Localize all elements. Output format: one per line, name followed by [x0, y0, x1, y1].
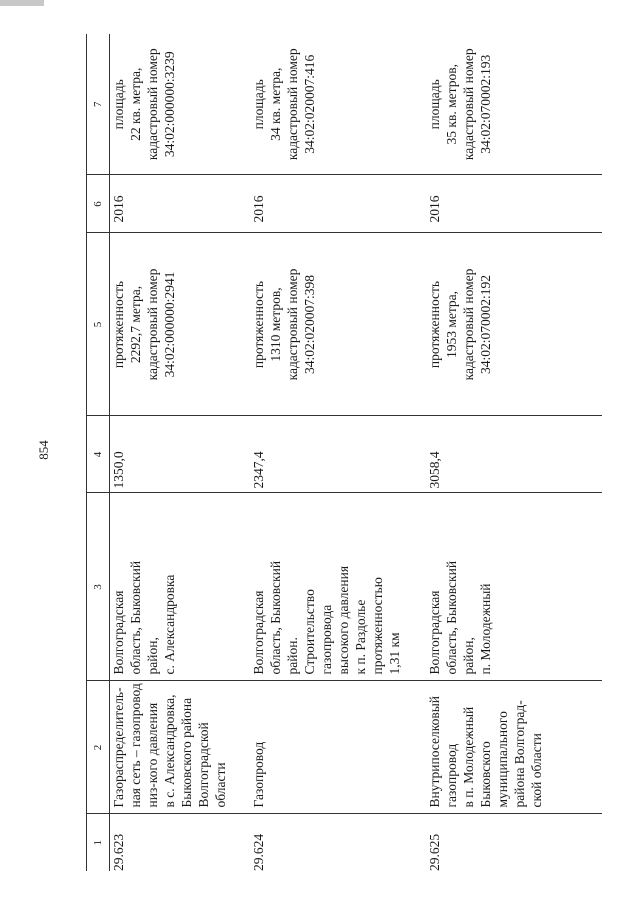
- location-cell-line: район,: [461, 637, 476, 675]
- object-name-cell-line: в с. Александровка,: [162, 694, 177, 808]
- column-header: 5: [87, 233, 110, 416]
- characteristics-cell-line: протяженность: [251, 280, 266, 369]
- location-cell-line: с. Александровка: [162, 574, 177, 675]
- value-cell: 3058,4: [426, 416, 602, 493]
- location-cell-line: область, Быковский: [444, 560, 459, 675]
- characteristics-cell-line: кадастровый номер: [461, 268, 476, 381]
- location-cell: [250, 493, 426, 681]
- table-body: [110, 34, 603, 871]
- characteristics-cell-line: кадастровый номер: [145, 268, 160, 381]
- location-cell-line: к п. Раздолье: [353, 599, 368, 675]
- location-cell: [426, 493, 602, 681]
- location-cell-line: высокого давления: [336, 565, 351, 675]
- note-cell-line: 34:02:000000:3239: [162, 51, 177, 158]
- table-row: [110, 34, 251, 871]
- column-header: 7: [87, 34, 110, 175]
- location-cell-line: область, Быковский: [128, 560, 143, 675]
- object-name-cell-line: муниципального: [495, 711, 510, 808]
- year-cell: 2016: [110, 175, 251, 233]
- year-cell: 2016: [250, 175, 426, 233]
- location-cell-line: район.: [285, 637, 300, 675]
- note-cell-line: площадь: [111, 79, 126, 130]
- note-cell: [250, 34, 426, 175]
- object-name-cell-line: Газопровод: [251, 741, 266, 808]
- column-header: 4: [87, 416, 110, 493]
- object-name-cell-line: в п. Молодежный: [461, 706, 476, 808]
- characteristics-cell-line: протяженность: [427, 280, 442, 369]
- note-cell-line: 34:02:020007:416: [302, 54, 317, 154]
- location-cell-line: область, Быковский: [268, 560, 283, 675]
- object-name-cell-line: ная сеть – газопровод: [128, 683, 143, 808]
- row-number-cell: 29.625: [427, 833, 442, 871]
- note-cell-line: 22 кв. метра,: [128, 67, 143, 141]
- object-name-cell-line: Внутрипоселковый: [427, 695, 442, 808]
- characteristics-cell-line: 2292,7 метра,: [128, 285, 143, 364]
- object-name-cell: [250, 681, 426, 814]
- location-cell-line: Строительство: [302, 589, 317, 675]
- location-cell-line: Волгоградская: [251, 590, 266, 675]
- value-cell: 2347,4: [250, 416, 426, 493]
- year-cell: 2016: [426, 175, 602, 233]
- characteristics-cell: [426, 233, 602, 416]
- column-header: 2: [87, 681, 110, 814]
- characteristics-cell-line: 1953 метра,: [444, 290, 459, 359]
- characteristics-cell-line: 1310 метров,: [268, 287, 283, 362]
- table-row: [426, 34, 602, 871]
- object-name-cell-line: ской области: [529, 733, 544, 808]
- object-name-cell-line: Волгоградской: [196, 722, 211, 808]
- note-cell-line: кадастровый номер: [145, 48, 160, 161]
- object-name-cell-line: области: [213, 762, 228, 808]
- note-cell: [426, 34, 602, 175]
- column-header: 3: [87, 493, 110, 681]
- note-cell-line: 35 кв. метров,: [444, 64, 459, 145]
- location-cell: [110, 493, 251, 681]
- location-cell-line: газопровода: [319, 604, 334, 675]
- location-cell-line: район,: [145, 637, 160, 675]
- object-name-cell-line: Быковского района: [179, 697, 194, 808]
- note-cell-line: площадь: [427, 79, 442, 130]
- characteristics-cell-line: кадастровый номер: [285, 268, 300, 381]
- characteristics-cell: [250, 233, 426, 416]
- table-header-row: [87, 34, 110, 871]
- page-number: 854: [36, 440, 51, 460]
- object-name-cell-line: Газораспределитель-: [111, 687, 126, 808]
- note-cell-line: 34 кв. метра,: [268, 67, 283, 141]
- note-cell-line: 34:02:070002:193: [478, 54, 493, 154]
- object-name-cell-line: газопровод: [444, 743, 459, 808]
- column-header: 6: [87, 175, 110, 233]
- object-name-cell-line: низ-кого давления: [145, 702, 160, 808]
- characteristics-cell-line: 34:02:020007:398: [302, 275, 317, 375]
- characteristics-cell: [110, 233, 251, 416]
- characteristics-cell-line: 34:02:070002:192: [478, 275, 493, 375]
- location-cell-line: п. Молодежный: [478, 583, 493, 675]
- note-cell-line: кадастровый номер: [285, 48, 300, 161]
- property-table: [86, 34, 602, 871]
- value-cell: 1350,0: [110, 416, 251, 493]
- row-number-cell: 29.624: [251, 833, 266, 871]
- column-header: 1: [87, 814, 110, 871]
- location-cell-line: 1,31 км: [387, 632, 402, 675]
- object-name-cell: [110, 681, 251, 814]
- note-cell: [110, 34, 251, 175]
- table-row: [250, 34, 426, 871]
- note-cell-line: площадь: [251, 79, 266, 130]
- object-name-cell: [426, 681, 602, 814]
- characteristics-cell-line: 34:02:000000:2941: [162, 271, 177, 378]
- row-number-cell: 29.623: [111, 833, 126, 871]
- location-cell-line: Волгоградская: [111, 590, 126, 675]
- characteristics-cell-line: протяженность: [111, 280, 126, 369]
- object-name-cell-line: Быковского: [478, 741, 493, 808]
- object-name-cell-line: района Волгоград-: [512, 700, 527, 808]
- note-cell-line: кадастровый номер: [461, 48, 476, 161]
- location-cell-line: протяженностью: [370, 577, 385, 675]
- location-cell-line: Волгоградская: [427, 590, 442, 675]
